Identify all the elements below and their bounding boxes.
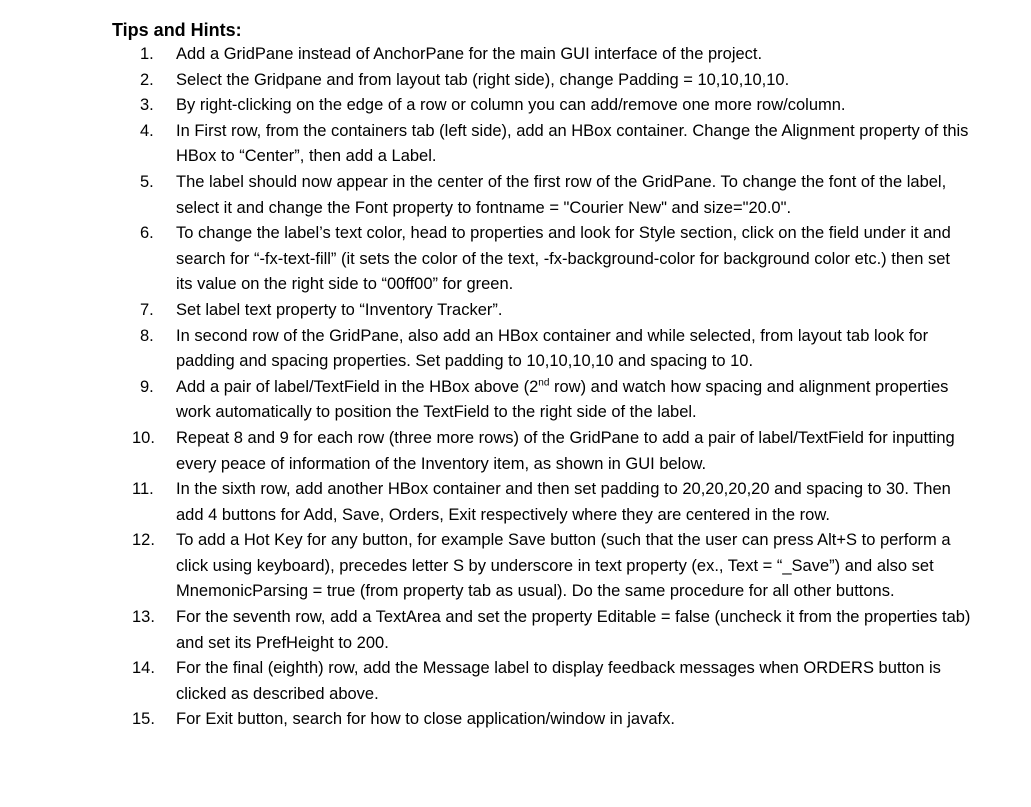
list-item: 2. Select the Gridpane and from layout tab (right side), change Padding = 10,10,10,10. [140, 70, 790, 89]
list-item: 4. In First row, from the containers tab (left side), add an HBox container. Change the Alignment property of this HBox to “Center”, then add a Label. [140, 121, 969, 166]
list-item: 9. Add a pair of label/TextField in the HBox above (2nd row) and watch how spacing and alignment properties work automatically to position the TextField to the right side of the label. [140, 377, 949, 422]
list-item: 14. For the final (eighth) row, add the Message label to display feedback messages when ORDERS button is clicked as described above. [132, 659, 941, 703]
list-item: 10. Repeat 8 and 9 for each row (three more rows) of the GridPane to add a pair of label/TextField for inputting every peace of information of the Inventory item, as shown in GUI below. [132, 428, 955, 473]
list-item: 7. Set label text property to “Inventory Tracker”. [140, 300, 503, 319]
list-item: 8. In second row of the GridPane, also add an HBox container and while selected, from layout tab look for padding and spacing properties. Set padding to 10,10,10,10 and spacing to 10. [140, 326, 929, 371]
tips-list [0, 42, 1031, 733]
list-item: 5. The label should now appear in the center of the first row of the GridPane. To change the font of the label, select it and change the Font property to fontname = "Courier New" and size="20.0". [140, 172, 947, 217]
list-item: 12. To add a Hot Key for any button, for example Save button (such that the user can press Alt+S to perform a click using keyboard), precedes letter S by underscore in text property (ex., Text = “_Save”) and also set MnemonicParsing = true (from property tab as usual). Do the same procedure for all other buttons. [132, 531, 951, 601]
list-item: 3. By right-clicking on the edge of a row or column you can add/remove one more row/column. [140, 96, 846, 115]
list-item: 15. For Exit button, search for how to close application/window in javafx. [132, 710, 675, 729]
list-item: 1. Add a GridPane instead of AnchorPane for the main GUI interface of the project. [140, 45, 763, 63]
list-item: 6. To change the label’s text color, head to properties and look for Style section, click on the field under it and search for “-fx-text-fill” (it sets the color of the text, -fx-background-color for background color etc.) then set its value on the right side to “00ff00” for green. [140, 224, 951, 294]
tips-heading: Tips and Hints: [112, 20, 242, 40]
list-item: 11. In the sixth row, add another HBox container and then set padding to 20,20,20,20 and spacing to 30. Then add 4 buttons for Add, Save, Orders, Exit respectively where they are centered in the row. [132, 480, 951, 524]
list-item: 13. For the seventh row, add a TextArea and set the property Editable = false (uncheck it from the properties tab) and set its PrefHeight to 200. [132, 608, 971, 652]
